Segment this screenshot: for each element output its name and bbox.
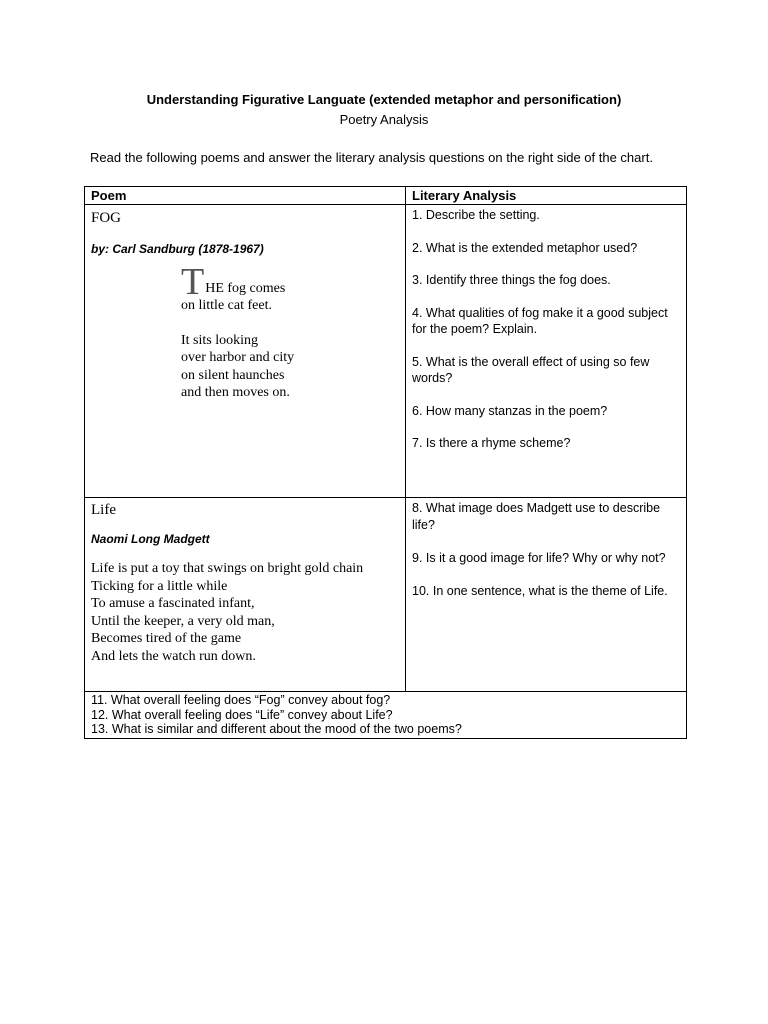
page-subtitle: Poetry Analysis	[339, 112, 429, 127]
poem-column-header: Poem	[85, 187, 406, 205]
life-line-5: Becomes tired of the game	[91, 631, 242, 646]
fog-poem-text	[181, 267, 399, 402]
question-13: 13. What is similar and different about the mood of the two poems?	[91, 722, 462, 736]
life-poem-author: Naomi Long Madgett	[91, 532, 210, 546]
life-poem-cell	[85, 498, 406, 692]
life-row	[85, 498, 687, 692]
fog-line-3: It sits looking	[181, 332, 259, 348]
fog-line-4: over harbor and city	[181, 350, 295, 365]
life-line-4: Until the keeper, a very old man,	[91, 613, 275, 629]
question-6: 6. How many stanzas in the poem?	[412, 403, 608, 418]
life-line-1: Life is put a toy that swings on bright gold chain	[91, 561, 364, 576]
summary-questions-cell	[85, 692, 687, 739]
fog-line-2: on little cat feet.	[181, 298, 272, 313]
fog-questions-cell	[406, 205, 687, 498]
life-questions-cell	[406, 498, 687, 692]
life-poem-text	[91, 560, 399, 665]
life-line-2: Ticking for a little while	[91, 578, 228, 594]
question-11: 11. What overall feeling does “Fog” convey about fog?	[91, 693, 391, 707]
question-9: 9. Is it a good image for life? Why or why not?	[412, 551, 666, 565]
question-7: 7. Is there a rhyme scheme?	[412, 436, 571, 450]
life-line-6: And lets the watch run down.	[91, 648, 256, 664]
question-3: 3. Identify three things the fog does.	[412, 273, 611, 287]
question-12: 12. What overall feeling does “Life” convey about Life?	[91, 707, 393, 722]
question-1: 1. Describe the setting.	[412, 208, 540, 222]
fog-poem-cell	[85, 205, 406, 498]
question-2: 2. What is the extended metaphor used?	[412, 240, 638, 255]
life-poem-title: Life	[91, 502, 116, 518]
analysis-column-header: Literary Analysis	[406, 187, 687, 205]
question-10: 10. In one sentence, what is the theme of Life.	[412, 583, 668, 598]
fog-poem-author: by: Carl Sandburg (1878-1967)	[91, 242, 264, 256]
life-line-3: To amuse a fascinated infant,	[91, 596, 255, 611]
instructions: Read the following poems and answer the literary analysis questions on the right side of the chart.	[90, 150, 653, 165]
fog-line-6: and then moves on.	[181, 385, 290, 400]
question-4: 4. What qualities of fog make it a good subject for the poem? Explain.	[412, 305, 668, 336]
page-title: Understanding Figurative Languate (extended metaphor and personification)	[146, 92, 622, 107]
fog-line-5: on silent haunches	[181, 367, 285, 383]
analysis-chart	[84, 186, 687, 739]
chart-header-row	[85, 187, 687, 205]
fog-row	[85, 205, 687, 498]
question-8: 8. What image does Madgett use to describe life?	[412, 501, 661, 532]
summary-row	[85, 692, 687, 739]
fog-line-1: HE fog comes	[205, 281, 286, 296]
fog-dropcap: T	[181, 267, 205, 303]
question-5: 5. What is the overall effect of using so few words?	[412, 354, 650, 385]
fog-poem-title: FOG	[91, 210, 122, 226]
